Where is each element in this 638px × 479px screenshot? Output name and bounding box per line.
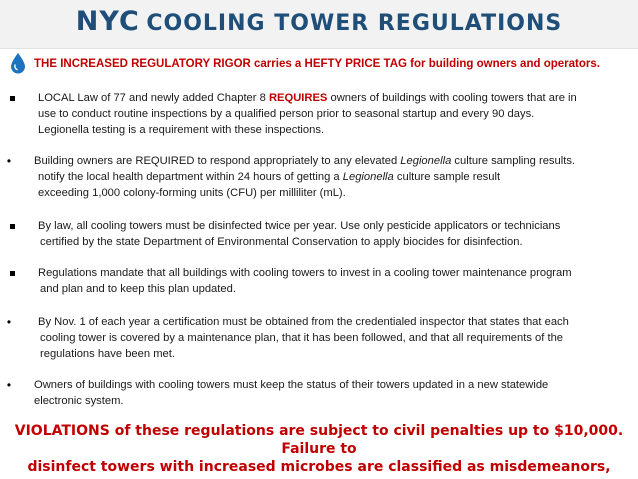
legionella-italic: Legionella xyxy=(342,171,394,183)
penalty-line-3: disinfect towers with increased microbes are classified as misdemeanors, xyxy=(27,459,611,475)
bullet-line: certified by the state Department of Environmental Conservation to apply biocides for disinfection. xyxy=(40,236,523,248)
bullet-line: exceeding 1,000 colony-forming units (CFU) per milliliter (mL). xyxy=(38,187,346,199)
bullet-text: LOCAL Law of 77 and newly added Chapter 8 xyxy=(38,92,269,104)
legionella-italic: Legionella xyxy=(400,155,452,167)
bullet-line: Owners of buildings with cooling towers must keep the status of their towers updated in a new statewide xyxy=(34,379,549,391)
bullet-line: and plan and to keep this plan updated. xyxy=(40,283,236,295)
bullet-line xyxy=(38,90,577,106)
bullet-line: regulations have been met. xyxy=(40,348,175,360)
water-drop-icon xyxy=(9,52,27,74)
bullet-text: culture sample result xyxy=(393,171,501,183)
tagline: THE INCREASED REGULATORY RIGOR carries a HEFTY PRICE TAG for building owners and operators. xyxy=(34,58,600,70)
bullet-line: By law, all cooling towers must be disinfected twice per year. Use only pesticide applicators or technicians xyxy=(38,220,561,232)
bullet-text: Building owners are REQUIRED to respond appropriately to any elevated xyxy=(34,155,401,167)
dot-bullet-icon: • xyxy=(6,154,12,168)
slide-title xyxy=(0,6,638,37)
bullet-line: Legionella testing is a requirement with these inspections. xyxy=(38,124,325,136)
square-bullet-icon xyxy=(7,218,17,229)
bullet-text: notify the local health department within 24 hours of getting a xyxy=(38,171,343,183)
dot-bullet-icon: • xyxy=(6,315,12,329)
dot-bullet-icon: • xyxy=(6,378,12,392)
bullet-line: Regulations mandate that all buildings with cooling towers to invest in a cooling tower maintenance program xyxy=(38,267,572,279)
square-bullet-icon xyxy=(7,90,17,101)
bullet-text: culture sampling results. xyxy=(451,155,576,167)
bullet-line: By Nov. 1 of each year a certification must be obtained from the credentialed inspector that states that each xyxy=(38,316,569,328)
bullet-line xyxy=(34,169,575,185)
penalty-line-1: VIOLATIONS of these regulations are subject to civil penalties up to $10,000. xyxy=(14,423,624,439)
penalty-line-2: Failure to xyxy=(281,441,357,457)
bullet-line xyxy=(34,153,575,169)
bullet-line: cooling tower is covered by a maintenance plan, that it has been followed, and that all requirements of the xyxy=(40,332,564,344)
bullet-line: use to conduct routine inspections by a qualified person prior to seasonal startup and every 90 days. xyxy=(38,108,535,120)
title-rest: COOLING TOWER REGULATIONS xyxy=(146,11,563,36)
bullet-line: electronic system. xyxy=(34,395,124,407)
title-nyc: NYC xyxy=(75,6,140,37)
penalty-notice xyxy=(0,422,638,476)
bullet-text: owners of buildings with cooling towers that are in xyxy=(327,92,577,104)
square-bullet-icon xyxy=(7,265,17,276)
requires-emphasis: REQUIRES xyxy=(268,92,328,104)
